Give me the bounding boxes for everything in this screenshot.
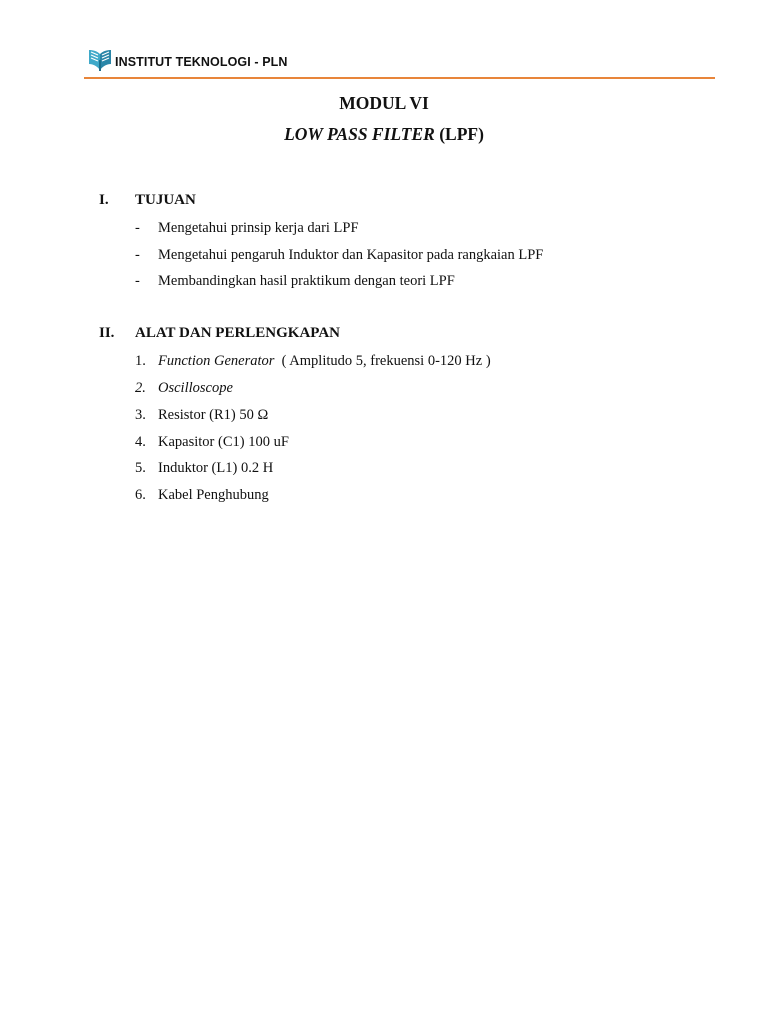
item-italic: Oscilloscope	[158, 380, 233, 396]
item-text: ( Amplitudo 5, frekuensi 0-120 Hz )	[274, 353, 491, 369]
item-italic: Function Generator	[158, 353, 275, 369]
list-marker: 2.	[135, 380, 146, 396]
subtitle-italic: LOW PASS FILTER	[284, 124, 435, 144]
list-item: Mengetahui pengaruh Induktor dan Kapasitor pada rangkaian LPF	[158, 247, 544, 263]
list-marker: -	[135, 273, 140, 289]
section-title-alat: ALAT DAN PERLENGKAPAN	[135, 325, 341, 341]
module-title: MODUL VI	[339, 93, 429, 113]
header-divider	[84, 77, 715, 79]
list-marker: 4.	[135, 434, 146, 450]
page-header	[88, 44, 714, 78]
list-item: Membandingkan hasil praktikum dengan teori LPF	[158, 273, 455, 289]
list-item: Kabel Penghubung	[158, 487, 269, 503]
list-item: Mengetahui prinsip kerja dari LPF	[158, 220, 359, 236]
module-subtitle	[0, 124, 768, 145]
section-number: I.	[99, 192, 109, 208]
list-marker: -	[135, 247, 140, 263]
book-wings-logo-icon	[88, 46, 112, 72]
list-marker: 5.	[135, 460, 146, 476]
institution-name: INSTITUT TEKNOLOGI - PLN	[115, 55, 288, 69]
list-marker: 1.	[135, 353, 146, 369]
list-marker: 3.	[135, 407, 146, 423]
list-item: Kapasitor (C1) 100 uF	[158, 434, 289, 450]
list-item	[158, 353, 491, 370]
list-item: Induktor (L1) 0.2 H	[158, 460, 274, 476]
list-item: Resistor (R1) 50 Ω	[158, 407, 269, 423]
subtitle-rest: (LPF)	[434, 124, 484, 144]
section-title-tujuan: TUJUAN	[135, 192, 196, 208]
list-marker: 6.	[135, 487, 146, 503]
list-marker: -	[135, 220, 140, 236]
list-item	[158, 380, 233, 397]
section-number: II.	[99, 325, 115, 341]
